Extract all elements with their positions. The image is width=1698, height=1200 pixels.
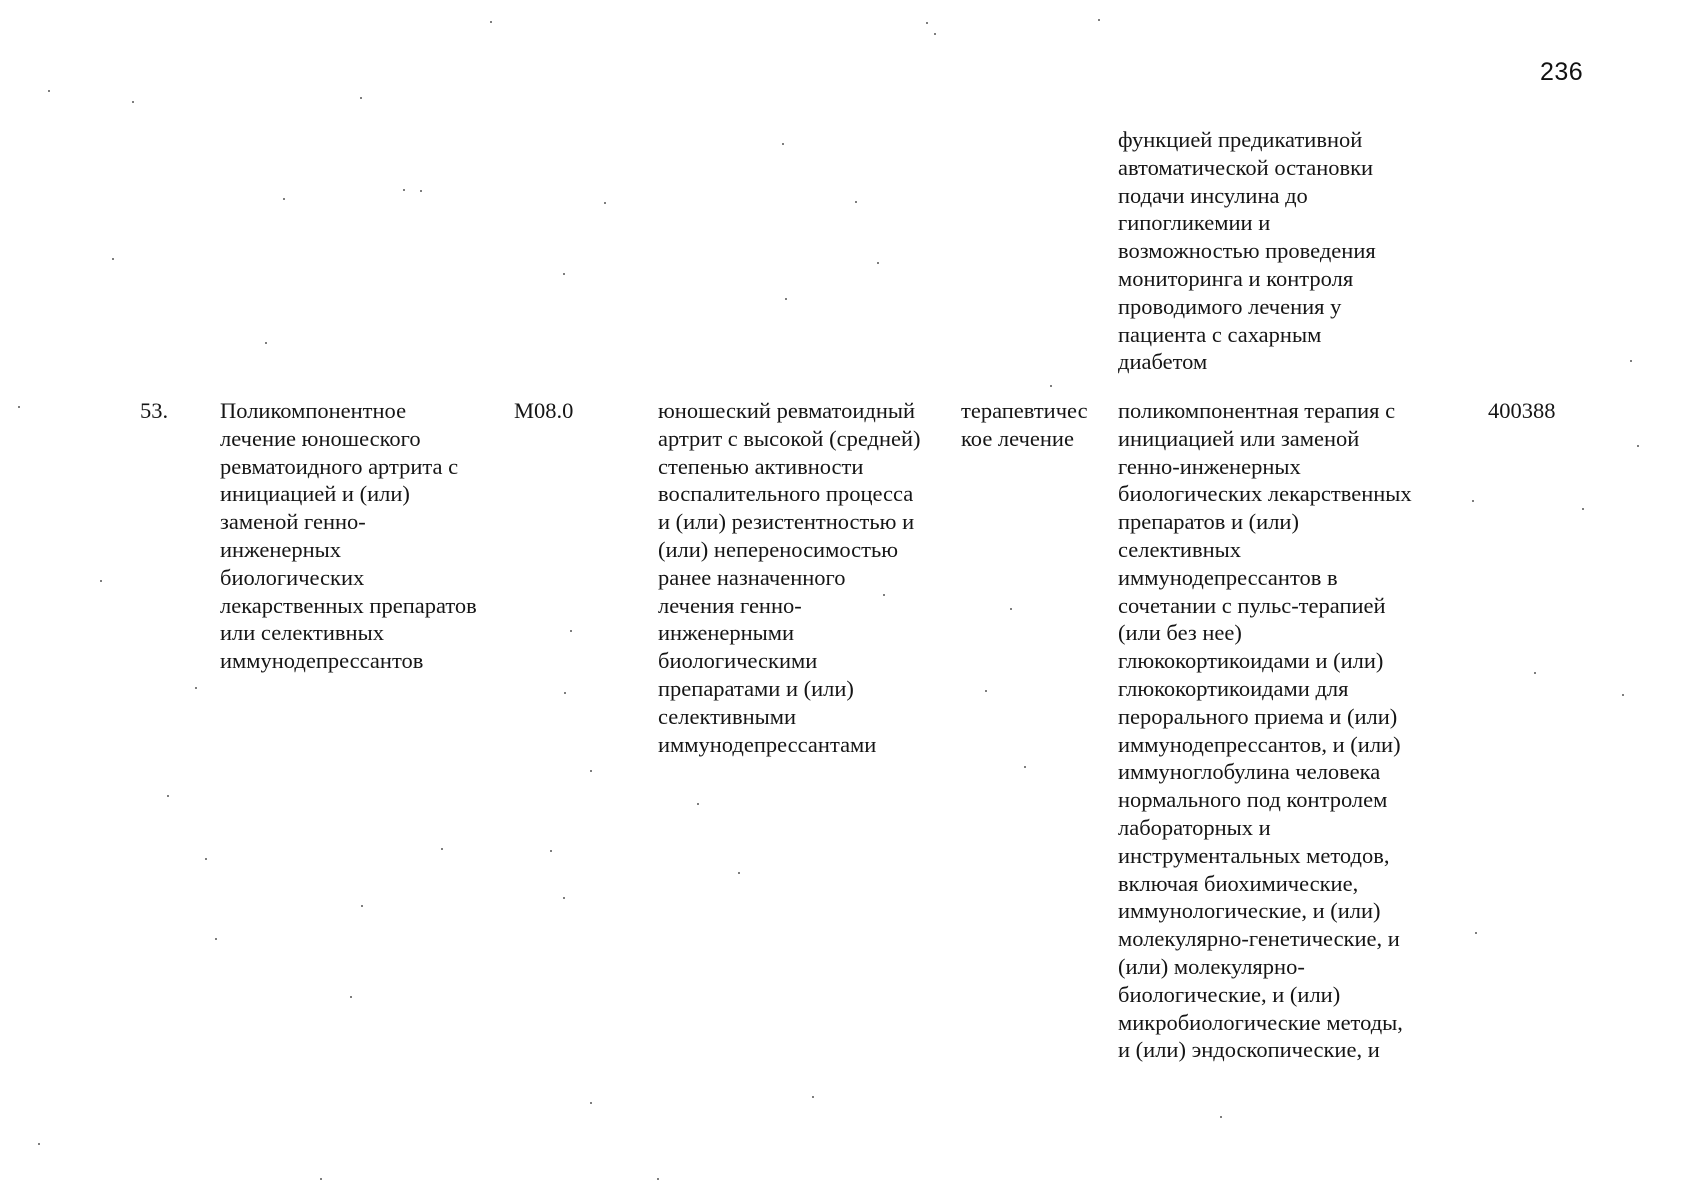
- care-type-name: Поликомпонентное лечение юношеского ревматоидного артрита с инициацией и (или) заменой генно- инженерных биологических лекарственных препаратов или селективных иммунодепрессантов: [220, 398, 477, 674]
- row-number: 53.: [140, 398, 169, 423]
- treatment-method: поликомпонентная терапия с инициацией или заменой генно-инженерных биологических лекарственных препаратов и (или) селективных иммунодепрессантов в сочетании с пульс-терапией (или без нее) глюкокортикоидами и (или) глюкокортикоидами для перорального приема и (или) иммунодепрессантов, и (или) иммуноглобулина человека нормального под контролем лабораторных и инструментальных методов, включая биохимические, иммунологические, и (или) молекулярно-генетические, и (или) молекулярно- биологические, и (или) микробиологические методы, и (или) эндоскопические, и: [1118, 398, 1412, 1063]
- icd-code: М08.0: [514, 398, 574, 423]
- continued-treatment-method: функцией предикативной автоматической остановки подачи инсулина до гипогликемии и возможностью проведения мониторинга и контроля проводимого лечения у пациента с сахарным диабетом: [1118, 127, 1376, 375]
- page-number: 236: [1540, 58, 1584, 86]
- patient-model: юношеский ревматоидный артрит с высокой (средней) степенью активности воспалительного процесса и (или) резистентностью и (или) непереносимостью ранее назначенного лечения генно- инженерными биологическими препаратами и (или) селективными иммунодепрессантами: [658, 398, 921, 757]
- treatment-type: терапевтичес кое лечение: [961, 398, 1088, 451]
- cost-value: 400388: [1488, 398, 1556, 423]
